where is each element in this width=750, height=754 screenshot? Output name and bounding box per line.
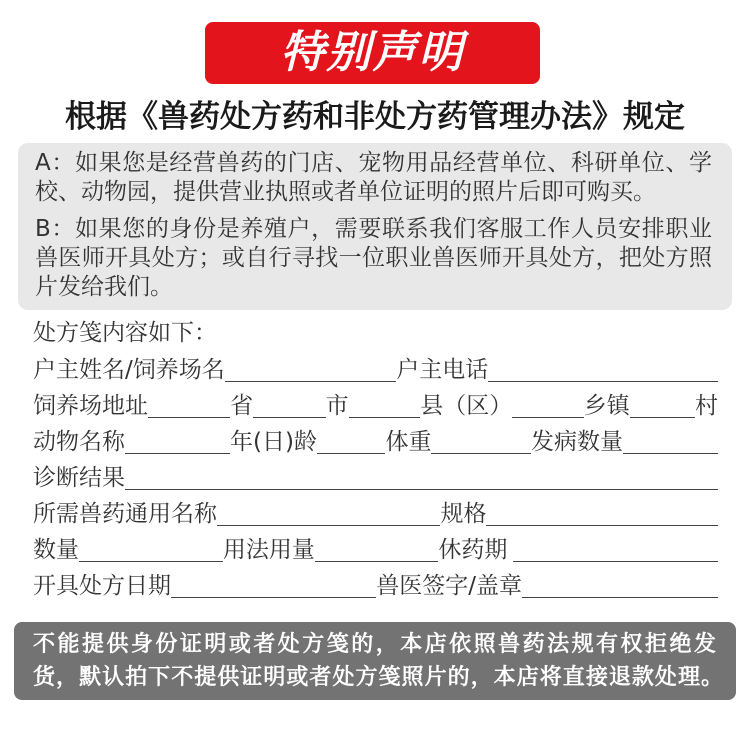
prescription-intro: 处方笺内容如下： — [33, 320, 217, 346]
animal-age-label: 年(日)龄 — [230, 429, 317, 455]
animal-name-blank — [125, 424, 230, 454]
warning-line: 不能提供身份证明或者处方笺的，本店依照兽药法规有权拒绝发 — [33, 632, 716, 657]
form-row-signature — [33, 568, 718, 604]
village-label: 村 — [694, 393, 718, 419]
diagnosis-label: 诊断结果 — [33, 465, 125, 491]
vet-signature-label: 兽医签字/盖章 — [376, 573, 522, 599]
county-label: 县（区） — [420, 393, 513, 419]
prescription-date-label: 开具处方日期 — [33, 573, 171, 599]
condition-b-line: B：如果您的身份是养殖户，需要联系我们客服工作人员安排职业 — [35, 216, 712, 242]
village-blank — [630, 388, 695, 418]
city-blank — [253, 388, 326, 418]
sick-count-blank — [623, 424, 718, 454]
province-blank — [148, 388, 230, 418]
purchase-conditions-box — [18, 143, 732, 310]
owner-phone-blank — [488, 352, 718, 382]
regulation-heading: 根据《兽药处方药和非处方药管理办法》规定 — [65, 99, 685, 135]
weight-blank — [431, 424, 530, 454]
spec-blank — [486, 496, 718, 526]
township-blank — [512, 388, 584, 418]
form-row-owner — [33, 352, 718, 388]
quantity-blank — [79, 532, 223, 562]
sick-count-label: 发病数量 — [530, 429, 623, 455]
farm-address-label: 饲养场地址 — [33, 393, 148, 419]
owner-phone-label: 户主电话 — [396, 357, 489, 383]
special-statement-banner: 特别声明 — [205, 22, 540, 84]
condition-a-paragraph — [35, 149, 732, 207]
form-row-drug — [33, 496, 718, 532]
form-row-address — [33, 388, 718, 424]
vet-signature-blank — [522, 568, 718, 598]
drug-name-label: 所需兽药通用名称 — [33, 501, 217, 527]
diagnosis-blank — [125, 460, 718, 490]
warning-line: 货，默认拍下不提供证明或者处方笺照片的，本店将直接退款处理。 — [33, 665, 723, 690]
condition-b-line: 兽医师开具处方；或自行寻找一位职业兽医师开具处方，把处方照 — [35, 245, 712, 271]
condition-b-paragraph — [35, 215, 732, 302]
prescription-date-blank — [171, 568, 376, 598]
city-label: 市 — [325, 393, 349, 419]
condition-a-line: A：如果您是经营兽药的门店、宠物用品经营单位、科研单位、学 — [35, 150, 712, 176]
usage-label: 用法用量 — [222, 537, 315, 563]
condition-a-line: 校、动物园，提供营业执照或者单位证明的照片后即可购买。 — [35, 179, 656, 205]
quantity-label: 数量 — [33, 537, 79, 563]
animal-name-label: 动物名称 — [33, 429, 125, 455]
owner-name-label: 户主姓名/饲养场名 — [33, 357, 225, 383]
condition-b-line: 片发给我们。 — [35, 274, 173, 300]
form-row-dosage — [33, 532, 718, 568]
weight-label: 体重 — [385, 429, 432, 455]
refund-warning-box — [14, 622, 736, 700]
form-row-animal — [33, 424, 718, 460]
withdrawal-period-blank — [513, 532, 718, 562]
withdrawal-period-label: 休药期 — [438, 537, 508, 563]
form-row-diagnosis — [33, 460, 718, 496]
owner-name-blank — [225, 352, 397, 382]
spec-label: 规格 — [440, 501, 487, 527]
county-blank — [349, 388, 421, 418]
drug-name-blank — [217, 496, 440, 526]
province-label: 省 — [230, 393, 254, 419]
usage-blank — [315, 532, 439, 562]
township-label: 乡镇 — [583, 393, 630, 419]
animal-age-blank — [317, 424, 386, 454]
